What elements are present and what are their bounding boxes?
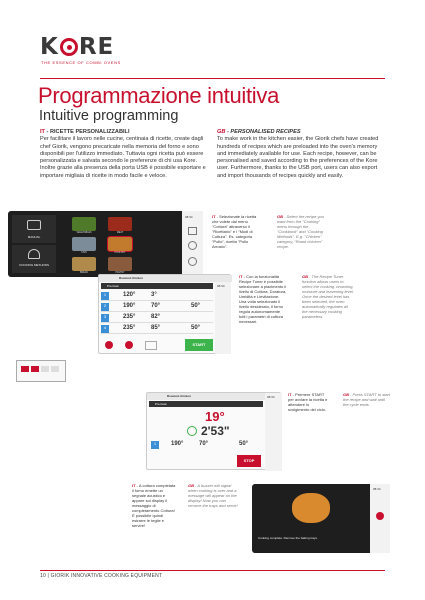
phase-temp: 190° (171, 441, 184, 447)
tile-label-pastry: PASTRY (115, 272, 125, 274)
poultry-tile[interactable] (108, 237, 132, 251)
screen1-sidebar (182, 211, 203, 277)
step1-english-text: GB - Select the recipe you want from the "Cooking" menu through the "Cookbook" and "Cooking Methods". E.g. "Chicken" category, "Roast chicken" recipe. (277, 214, 324, 249)
menu-manual[interactable] (12, 215, 56, 243)
oven-screen-running (146, 392, 281, 470)
screen3-header (147, 393, 282, 400)
step3-english-text: GB - Press START to start the recipe and wait until the cycle ends. (343, 392, 390, 407)
tuner-level-bar (51, 366, 59, 372)
screen3-preheat-bar (149, 401, 263, 407)
phase-fan: 50° (191, 325, 201, 331)
phase-temp: 235° (123, 314, 136, 320)
phase-list (101, 291, 213, 337)
recipe-tuner-zoom-inset (16, 360, 66, 382)
screen4-sidebar (370, 484, 390, 553)
step3-italian-text: IT - Premere START per avviare la ricetta e attendere lo svolgimento del ciclo. (288, 392, 328, 412)
completion-message: Cooking complete. Remove the baking trays. (258, 536, 318, 540)
intro-italian-heading: IT - RICETTE PERSONALIZZABILI (40, 129, 130, 135)
phase-core: 82° (151, 314, 161, 320)
roast-chicken-image (292, 493, 330, 523)
step2-italian-text: IT - Con la funzionalità Recipe Tuner è possibile selezionare a piacimento il livello di Cottura, Doratura, Umidità e Lievitazione. Una volta selezionato il livello desiderato, il forno regola autonomamente tutti i parametri di cottura necessari. (239, 274, 287, 324)
intro-english-body: To make work in the kitchen easier, the Giorik chefs have created hundreds of recipes which are preloaded into the oven's memory and immediately available for use. Each recipe, however, can be personalised and saved according to the preferences of the Kore user. Furthermore, thanks to the USB port, users can also export and import thousands of recipes quickly and easily. (217, 136, 379, 179)
intro-english-heading: GB - PERSONALISED RECIPES (217, 129, 301, 135)
start-button[interactable]: START (185, 339, 213, 351)
phase-number: 1 (151, 441, 159, 449)
stop-button[interactable]: STOP (237, 455, 261, 467)
screen2-sidebar (215, 282, 231, 354)
phase-row[interactable] (101, 302, 213, 312)
intro-italian-body: Per facilitare il lavoro nelle cucine, centinaia di ricette, create dagli chef Giorik, vengono precaricate nella memoria del forno e sono disponibili per l'utilizzo immediato. Tuttavia ogni ricetta può essere personalizzata e salvata secondo le preferenze di chi usa Kore. Inoltre grazie alla presenza della porta USB è possibile esportare e importare migliaia di ricette in modo facile e veloce. (40, 136, 206, 179)
screen2-recipe-title: Roasted chicken (119, 276, 143, 280)
timer-icon (187, 426, 197, 436)
intro-italian (40, 129, 208, 180)
remaining-time: 2'53" (201, 424, 230, 438)
menu-cooking-methods-label: COOKING METHODS (18, 263, 49, 267)
step4-italian-text: IT - A cottura completata il forno emette un segnale acustico e appare sul display il messaggio di completamento Cottura! È possibile quindi estrarre le teglie e servire! (132, 483, 176, 528)
footer-label: GIORIK INNOVATIVE COOKING EQUIPMENT (50, 573, 163, 579)
tile-label-fish: FISH (81, 252, 87, 254)
tuner-level-bar (31, 366, 39, 372)
meat-tile[interactable] (108, 217, 132, 231)
pot-icon (28, 249, 40, 259)
screen2-header (99, 275, 232, 282)
footer-divider (40, 570, 385, 571)
step4-english-text: GB - A buzzer will signal when cooking is over and a message will appear on the display! Now you can remove the trays and serve! (188, 483, 238, 508)
phase-row[interactable] (101, 324, 213, 334)
phase-number: 2 (101, 303, 109, 311)
current-temperature: 19° (205, 409, 225, 424)
phase-core: 3° (151, 292, 157, 298)
oven-screen-recipe-tuner (98, 274, 231, 354)
phase-core: 85° (151, 325, 161, 331)
screen3-recipe-title: Roasted chicken (167, 394, 191, 398)
help-icon[interactable] (188, 257, 197, 266)
tuner-level-bar (21, 366, 29, 372)
alarm-icon[interactable] (376, 512, 384, 520)
home-icon[interactable] (188, 227, 197, 235)
screen2-preheat-bar (101, 283, 213, 289)
phase-number: 4 (101, 325, 109, 333)
page-title-italian: Programmazione intuitiva (38, 83, 280, 108)
vegetables-tile[interactable] (72, 217, 96, 231)
phase-temp: 235° (123, 325, 136, 331)
screen3-preheat-label: Pre-heat (155, 402, 167, 406)
phase-temp: 190° (123, 303, 136, 309)
tuner-level-bar (41, 366, 49, 372)
clock-readout: 08:34 (373, 487, 381, 491)
tagline: THE ESSENCE OF COMBI OVENS (41, 60, 121, 65)
tile-label-bread: BREAD (80, 272, 88, 274)
phase-fan: 50° (239, 441, 249, 447)
phase-core: 70° (199, 441, 209, 447)
phase-core: 70° (151, 303, 161, 309)
screen2-preheat-label: Pre-heat (107, 284, 119, 288)
screen3-sidebar (265, 393, 282, 471)
recipe-category-grid (68, 215, 168, 275)
hand-icon (27, 220, 41, 230)
tile-label-meat: MEAT (116, 232, 124, 234)
settings-icon[interactable] (188, 241, 197, 250)
tuner-button[interactable] (125, 341, 133, 349)
phase-row[interactable] (101, 313, 213, 323)
fish-tile[interactable] (72, 237, 96, 251)
clock-readout: 08:34 (185, 215, 193, 219)
page-number: 10 (40, 573, 46, 579)
phase-number: 3 (101, 314, 109, 322)
oven-screen-complete (252, 484, 390, 553)
tuner-button[interactable] (105, 341, 113, 349)
step1-italian-text: IT - Selezionate la ricetta che volete dal menù "Cottura" attraverso il "Ricettario" e i "Modi di Cottura". Es. categoria "Pollo", ricetta "Pollo Arrosto". (212, 214, 257, 249)
step2-english-text: GB - The Recipe Tuner function allows users to select the cooking, browning, moisture and leavening level. Once the desired level has been selected, the oven automatically regulates all the necessary cooking parameters. (302, 274, 354, 319)
phase-temp: 120° (123, 292, 136, 298)
page-footer: 10 | GIORIK INNOVATIVE COOKING EQUIPMENT (40, 573, 163, 579)
phase-row[interactable] (101, 291, 213, 301)
menu-cooking-methods[interactable] (12, 245, 56, 273)
kore-logo: K RE (40, 34, 115, 60)
menu-manual-label: MANUAL (27, 235, 41, 239)
clock-readout: 08:34 (217, 284, 225, 288)
phase-number: 1 (101, 292, 109, 300)
lock-icon[interactable] (145, 341, 157, 350)
pastry-tile[interactable] (108, 257, 132, 271)
header-divider (40, 78, 385, 79)
tile-label-poultry: POULTRY (114, 252, 126, 254)
oven-screen-recipe-select (8, 211, 203, 277)
phase-fan: 50° (191, 303, 201, 309)
bread-tile[interactable] (72, 257, 96, 271)
logo-o-mark (60, 38, 78, 56)
page-title-english: Intuitive programming (39, 108, 179, 124)
tile-label-vegetables: VEGETABLES (76, 232, 92, 234)
intro-english (217, 129, 385, 180)
clock-readout: 08:34 (267, 395, 275, 399)
